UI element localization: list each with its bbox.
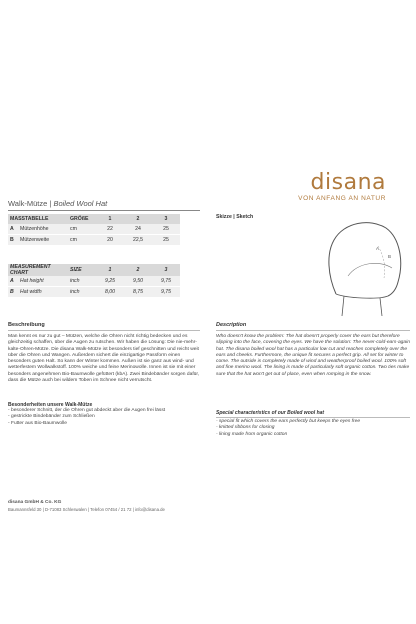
- row-label: Hat width: [18, 287, 68, 298]
- row-value: 24: [124, 224, 152, 235]
- footer-company: disana GmbH & Co. KG: [8, 500, 62, 505]
- row-unit: cm: [68, 224, 96, 235]
- features-heading-de: Besonderheiten unsere Walk-Mütze: [8, 402, 93, 408]
- list-item: - besonderer Schnitt, der die Ohren gut abdeckt aber die Augen frei lässt: [8, 408, 166, 413]
- row-value: 8,75: [124, 287, 152, 298]
- title-rule: [8, 210, 200, 211]
- table-header-row: [8, 264, 180, 276]
- title-separator: |: [47, 199, 54, 208]
- table-header-3: 3: [152, 214, 180, 224]
- sketch-label-a: A: [376, 246, 380, 251]
- row-value: 25: [152, 235, 180, 246]
- table-header-row: [8, 214, 180, 224]
- size-table-en: [8, 264, 180, 298]
- description-heading-de: Beschreibung: [8, 322, 45, 328]
- table-header-label: MEASUREMENT CHART: [8, 264, 68, 276]
- table-header-2: 2: [124, 214, 152, 224]
- table-row: [8, 287, 180, 298]
- size-table-de: [8, 214, 180, 246]
- row-label: Hat height: [18, 276, 68, 287]
- list-item: - Futter aus Bio-Baumwolle: [8, 420, 67, 426]
- row-value: 22: [96, 224, 124, 235]
- brand-tagline: VON ANFANG AN NATUR: [298, 195, 386, 202]
- table-header-size: GRÖßE: [68, 214, 96, 224]
- list-item: - special fit which covers the ears perfectly but keeps the eyes free: [216, 419, 361, 424]
- row-key: A: [8, 224, 18, 235]
- title-en: Boiled Wool Hat: [53, 199, 108, 208]
- table-header-label: MASSTABELLE: [8, 214, 68, 224]
- brand-logo: [298, 172, 386, 202]
- features-de: [8, 402, 200, 427]
- sketch-label-b: B: [388, 254, 392, 259]
- row-value: 20: [96, 235, 124, 246]
- features-heading-en: Special characteristics of our Boiled wool hat: [216, 410, 325, 416]
- table-header-3: 3: [152, 264, 180, 276]
- row-value: 25: [152, 224, 180, 235]
- row-label: Mützenweite: [18, 235, 68, 246]
- list-item: - lining made from organic cotton: [216, 431, 288, 437]
- table-row: [8, 235, 180, 246]
- section-rule: [216, 417, 410, 418]
- section-rule: [216, 330, 410, 331]
- table-header-1: 1: [96, 264, 124, 276]
- page-title: [8, 199, 107, 208]
- row-value: 9,25: [96, 276, 124, 287]
- sketch-label: Skizze | Sketch: [216, 214, 254, 220]
- row-unit: cm: [68, 235, 96, 246]
- description-text-de: Man kennt es nur zu gut – Mützen, welche die Ohren nicht richtig bedecken und es gleichzeitig schaffen, über die Augen zu rutschen. Wir haben die Lösung: Die nie-mehr-kalte-Ohren-Mütze. Die disana Walk-Mütze ist besonders tief geschnitten und reicht weit über die Ohren und Wangen. Außerdem sichert die einzigartige Passform einen besonders guten Halt. So kann der Winter kommen. Außen ist sie ganz aus wind- und wetterfestem Wollwalkstoff. 100% weiche und feine Merinowolle. Innen ist sie mit einer besonders angenehmen Bio-Baumwolle gefüttert (kbA). Zwei Bindebänder sorgen dafür, dass die Mütze auch bei wildem Toben im Schnee nicht verrutscht.: [8, 334, 200, 384]
- description-heading-en: Description: [216, 322, 247, 328]
- description-text-en: Who doesn't know the problem: The hat doesn't properly cover the ears but therefore slipping into the face, covering the eyes. We have the solution: The never-cold-ears-again hat. The disana boiled wool hat has a particular low cut and reaches completely over the ears and cheeks. Furthermore, the unique fit secures a perfect grip. All set for winter to come. The outside is completely made of wind and weatherproof boiled wool. 100% soft and fine merino wool. The lining is made of particularly soft organic cotton. Two ties make sure that the hat won't get out of place, even when romping in the snow.: [216, 334, 410, 377]
- row-key: B: [8, 235, 18, 246]
- table-header-size: SIZE: [68, 264, 96, 276]
- features-en: [216, 410, 410, 438]
- title-de: Walk-Mütze: [8, 199, 48, 208]
- row-value: 9,50: [124, 276, 152, 287]
- row-value: 9,75: [152, 287, 180, 298]
- table-row: [8, 224, 180, 235]
- table-header-1: 1: [96, 214, 124, 224]
- table-header-2: 2: [124, 264, 152, 276]
- row-value: 22,5: [124, 235, 152, 246]
- row-unit: inch: [68, 276, 96, 287]
- brand-name: disana: [310, 170, 386, 195]
- table-row: [8, 276, 180, 287]
- row-label: Mützenhöhe: [18, 224, 68, 235]
- row-value: 9,75: [152, 276, 180, 287]
- section-rule: [8, 330, 200, 331]
- hat-sketch: [318, 216, 410, 318]
- row-value: 8,00: [96, 287, 124, 298]
- list-item: - knitted ribbons for closing: [216, 425, 275, 431]
- row-key: B: [8, 287, 18, 298]
- row-unit: inch: [68, 287, 96, 298]
- footer: [8, 500, 408, 512]
- list-item: - gestrickte Bindebänder zum Schließen: [8, 414, 95, 420]
- footer-address: Baumannsfeld 30 | D-71083 Schleswalen | Telefon 07454 / 21 72 | info@disana.de: [8, 507, 165, 512]
- row-key: A: [8, 276, 18, 287]
